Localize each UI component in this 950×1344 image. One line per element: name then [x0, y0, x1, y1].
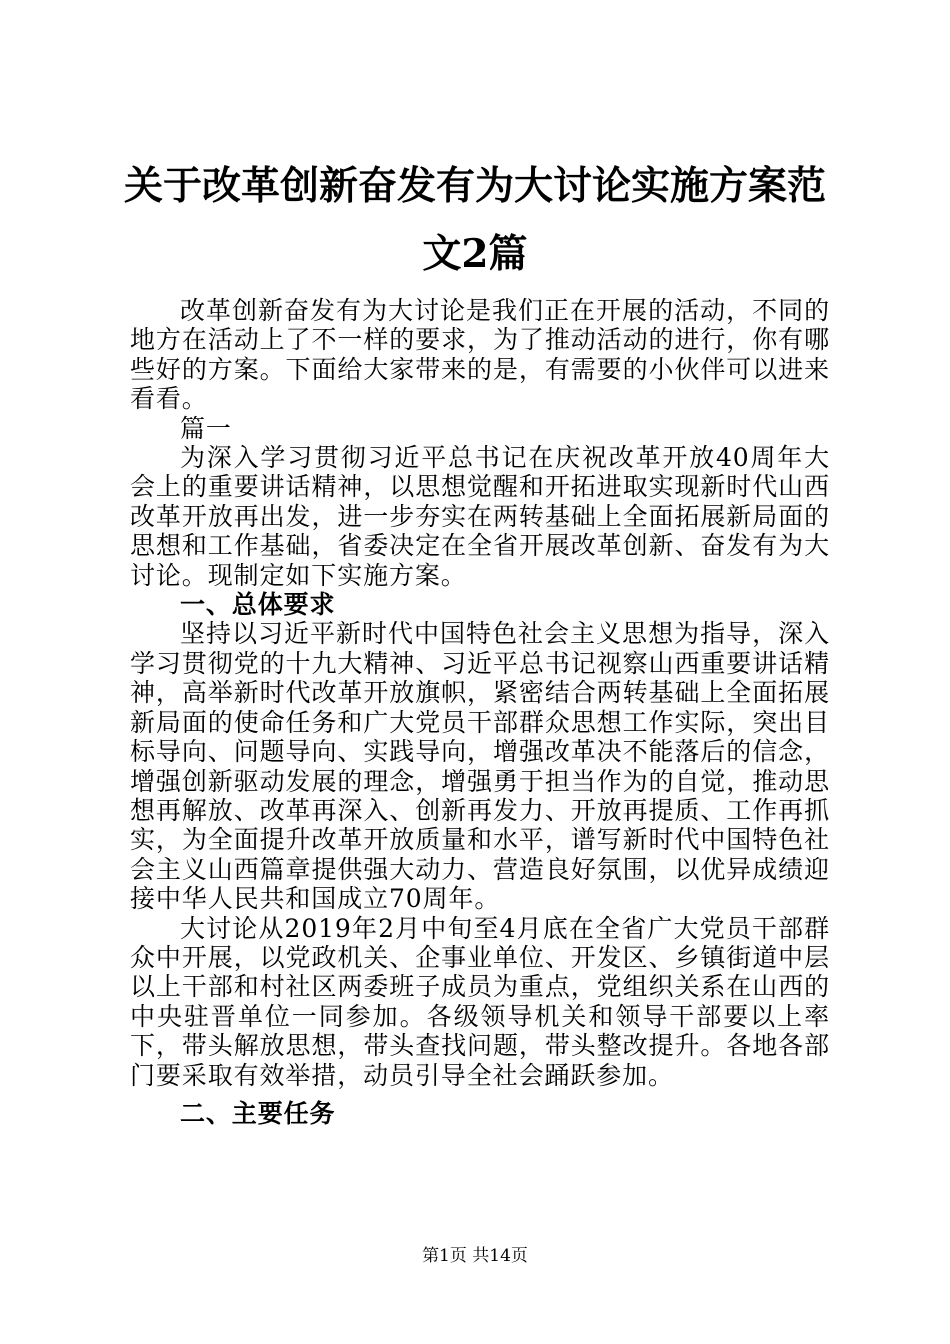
document-body [130, 296, 830, 1128]
section-heading-general-requirements: 一、总体要求 [180, 590, 336, 620]
page-number-footer: 第1页 共14页 [422, 1246, 528, 1266]
body-paragraph: 坚持以习近平新时代中国特色社会主义思想为指导，深入学习贯彻党的十九大精神、习近平总书记视察山西重要讲话精神，高举新时代改革开放旗帜，紧密结合两转基础上全面拓展新局面的使命任务和广大党员干部群众思想工作实际，突出目标导向、问题导向、实践导向，增强改革决不能落后的信念，增强创新驱动发展的理念，增强勇于担当作为的自觉，推动思想再解放、改革再深入、创新再发力、开放再提质、工作再抓实，为全面提升改革开放质量和水平，谱写新时代中国特色社会主义山西篇章提供强大动力、营造良好氛围，以优异成绩迎接中华人民共和国成立70周年。 [130, 619, 830, 914]
body-paragraph: 为深入学习贯彻习近平总书记在庆祝改革开放40周年大会上的重要讲话精神，以思想觉醒和开拓进取实现新时代山西改革开放再出发，进一步夯实在两转基础上全面拓展新局面的思想和工作基础，省委决定在全省开展改革创新、奋发有为大讨论。现制定如下实施方案。 [130, 443, 830, 590]
document-title: 关于改革创新奋发有为大讨论实施方案范文2篇 [123, 163, 826, 277]
intro-paragraph: 改革创新奋发有为大讨论是我们正在开展的活动，不同的地方在活动上了不一样的要求，为了推动活动的进行，你有哪些好的方案。下面给大家带来的是，有需要的小伙伴可以进来看看。 [130, 296, 830, 414]
section-heading-main-tasks: 二、主要任务 [180, 1098, 336, 1128]
body-paragraph: 大讨论从2019年2月中旬至4月底在全省广大党员干部群众中开展，以党政机关、企事业单位、开发区、乡镇街道中层以上干部和村社区两委班子成员为重点，党组织关系在山西的中央驻晋单位一同参加。各级领导机关和领导干部要以上率下，带头解放思想，带头查找问题，带头整改提升。各地各部门要采取有效举措，动员引导全社会踊跃参加。 [130, 913, 830, 1090]
section-label-part-one: 篇一 [180, 413, 232, 443]
